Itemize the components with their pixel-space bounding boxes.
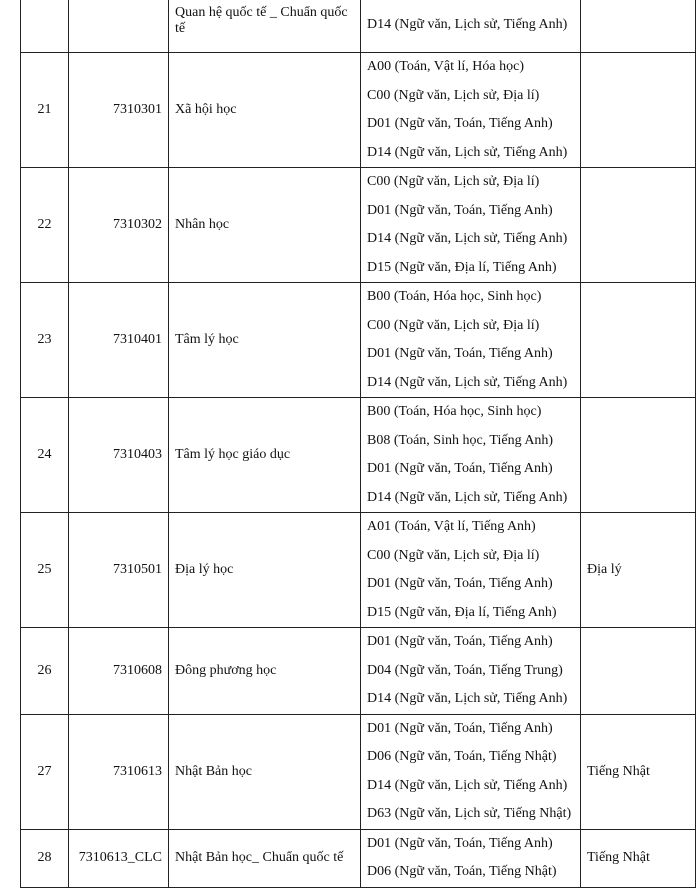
subject-combinations bbox=[361, 513, 581, 628]
combination-item: D14 (Ngữ văn, Lịch sử, Tiếng Anh) bbox=[367, 231, 568, 246]
row-number: 27 bbox=[21, 714, 69, 829]
row-number: 21 bbox=[21, 53, 69, 168]
combination-item: A00 (Toán, Vật lí, Hóa học) bbox=[367, 59, 525, 74]
combination-item: D63 (Ngữ văn, Lịch sử, Tiếng Nhật) bbox=[367, 806, 572, 821]
combination-item: B00 (Toán, Hóa học, Sinh học) bbox=[367, 404, 542, 419]
major-code: 7310401 bbox=[69, 283, 169, 398]
major-name: Xã hội học bbox=[175, 102, 237, 117]
row-number: 23 bbox=[21, 283, 69, 398]
table-row bbox=[21, 714, 696, 829]
subject-combinations bbox=[361, 829, 581, 887]
subject-combinations bbox=[361, 168, 581, 283]
combination-item: C00 (Ngữ văn, Lịch sử, Địa lí) bbox=[367, 174, 540, 189]
weighted-subject bbox=[581, 0, 696, 53]
combination-item: B00 (Toán, Hóa học, Sinh học) bbox=[367, 289, 542, 304]
combination-item: D01 (Ngữ văn, Toán, Tiếng Anh) bbox=[367, 835, 553, 851]
major-code: 7310403 bbox=[69, 398, 169, 513]
table-row bbox=[21, 283, 696, 398]
combination-item: D04 (Ngữ văn, Toán, Tiếng Trung) bbox=[367, 662, 563, 678]
table-row bbox=[21, 53, 696, 168]
weighted-subject: Tiếng Nhật bbox=[581, 714, 696, 829]
major-code: 7310613_CLC bbox=[69, 829, 169, 887]
major-code: 7310613 bbox=[69, 714, 169, 829]
row-number bbox=[21, 0, 69, 53]
major-code: 7310501 bbox=[69, 513, 169, 628]
major-code bbox=[69, 0, 169, 53]
row-number: 24 bbox=[21, 398, 69, 513]
major-name: Địa lý học bbox=[175, 562, 234, 577]
weighted-subject bbox=[581, 53, 696, 168]
combination-item: D14 (Ngữ văn, Lịch sử, Tiếng Anh) bbox=[367, 374, 568, 390]
major-name: Nhật Bản học bbox=[175, 763, 252, 779]
combination-item: C00 (Ngữ văn, Lịch sử, Địa lí) bbox=[367, 317, 540, 333]
combination-item: D01 (Ngữ văn, Toán, Tiếng Anh) bbox=[367, 634, 553, 649]
major-name: Tâm lý học bbox=[175, 332, 239, 347]
table-body bbox=[21, 0, 696, 887]
weighted-subject bbox=[581, 628, 696, 715]
weighted-subject bbox=[581, 283, 696, 398]
subject-combinations bbox=[361, 398, 581, 513]
major-name-cell bbox=[169, 398, 361, 513]
combination-item: D14 (Ngữ văn, Lịch sử, Tiếng Anh) bbox=[367, 489, 568, 505]
combination-item: D15 (Ngữ văn, Địa lí, Tiếng Anh) bbox=[367, 604, 557, 620]
row-number: 28 bbox=[21, 829, 69, 887]
subject-combinations bbox=[361, 714, 581, 829]
weighted-subject bbox=[581, 168, 696, 283]
subject-combinations bbox=[361, 628, 581, 715]
combination-item: D01 (Ngữ văn, Toán, Tiếng Anh) bbox=[367, 576, 553, 591]
major-name: Quan hệ quốc tế _ Chuẩn quốc tế bbox=[175, 5, 348, 36]
combination-item: A01 (Toán, Vật lí, Tiếng Anh) bbox=[367, 519, 536, 534]
major-name: Tâm lý học giáo dục bbox=[175, 447, 291, 462]
row-number: 25 bbox=[21, 513, 69, 628]
combination-item: D01 (Ngữ văn, Toán, Tiếng Anh) bbox=[367, 202, 553, 218]
weighted-subject: Tiếng Nhật bbox=[581, 829, 696, 887]
subject-combinations bbox=[361, 0, 581, 53]
subject-combinations bbox=[361, 53, 581, 168]
major-name: Nhật Bản học_ Chuẩn quốc tế bbox=[175, 850, 344, 865]
combination-item: D14 (Ngữ văn, Lịch sử, Tiếng Anh) bbox=[367, 17, 568, 33]
major-name-cell bbox=[169, 829, 361, 887]
major-name-cell bbox=[169, 53, 361, 168]
weighted-subject bbox=[581, 398, 696, 513]
major-code: 7310302 bbox=[69, 168, 169, 283]
combination-item: D15 (Ngữ văn, Địa lí, Tiếng Anh) bbox=[367, 259, 557, 275]
major-name: Đông phương học bbox=[175, 662, 277, 678]
combination-item: D01 (Ngữ văn, Toán, Tiếng Anh) bbox=[367, 461, 553, 476]
combination-item: D01 (Ngữ văn, Toán, Tiếng Anh) bbox=[367, 720, 553, 736]
major-name-cell bbox=[169, 283, 361, 398]
combination-item: C00 (Ngữ văn, Lịch sử, Địa lí) bbox=[367, 87, 540, 103]
major-name-cell bbox=[169, 168, 361, 283]
combination-item: D14 (Ngữ văn, Lịch sử, Tiếng Anh) bbox=[367, 691, 568, 706]
table-row bbox=[21, 398, 696, 513]
row-number: 22 bbox=[21, 168, 69, 283]
major-name-cell bbox=[169, 0, 361, 53]
combination-item: D01 (Ngữ văn, Toán, Tiếng Anh) bbox=[367, 346, 553, 361]
table-row bbox=[21, 0, 696, 53]
combination-item: D14 (Ngữ văn, Lịch sử, Tiếng Anh) bbox=[367, 144, 568, 160]
major-name-cell bbox=[169, 628, 361, 715]
admission-table bbox=[20, 0, 696, 888]
combination-item: B08 (Toán, Sinh học, Tiếng Anh) bbox=[367, 432, 554, 448]
combination-item: C00 (Ngữ văn, Lịch sử, Địa lí) bbox=[367, 547, 540, 563]
table-row bbox=[21, 513, 696, 628]
major-name-cell bbox=[169, 714, 361, 829]
major-name: Nhân học bbox=[175, 217, 230, 232]
table-row bbox=[21, 168, 696, 283]
subject-combinations bbox=[361, 283, 581, 398]
row-number: 26 bbox=[21, 628, 69, 715]
combination-item: D01 (Ngữ văn, Toán, Tiếng Anh) bbox=[367, 116, 553, 131]
major-code: 7310301 bbox=[69, 53, 169, 168]
major-code: 7310608 bbox=[69, 628, 169, 715]
major-name-cell bbox=[169, 513, 361, 628]
table-row bbox=[21, 829, 696, 887]
combination-item: D06 (Ngữ văn, Toán, Tiếng Nhật) bbox=[367, 864, 557, 879]
table-row bbox=[21, 628, 696, 715]
combination-item: D06 (Ngữ văn, Toán, Tiếng Nhật) bbox=[367, 749, 557, 764]
weighted-subject: Địa lý bbox=[581, 513, 696, 628]
combination-item: D14 (Ngữ văn, Lịch sử, Tiếng Anh) bbox=[367, 777, 568, 793]
